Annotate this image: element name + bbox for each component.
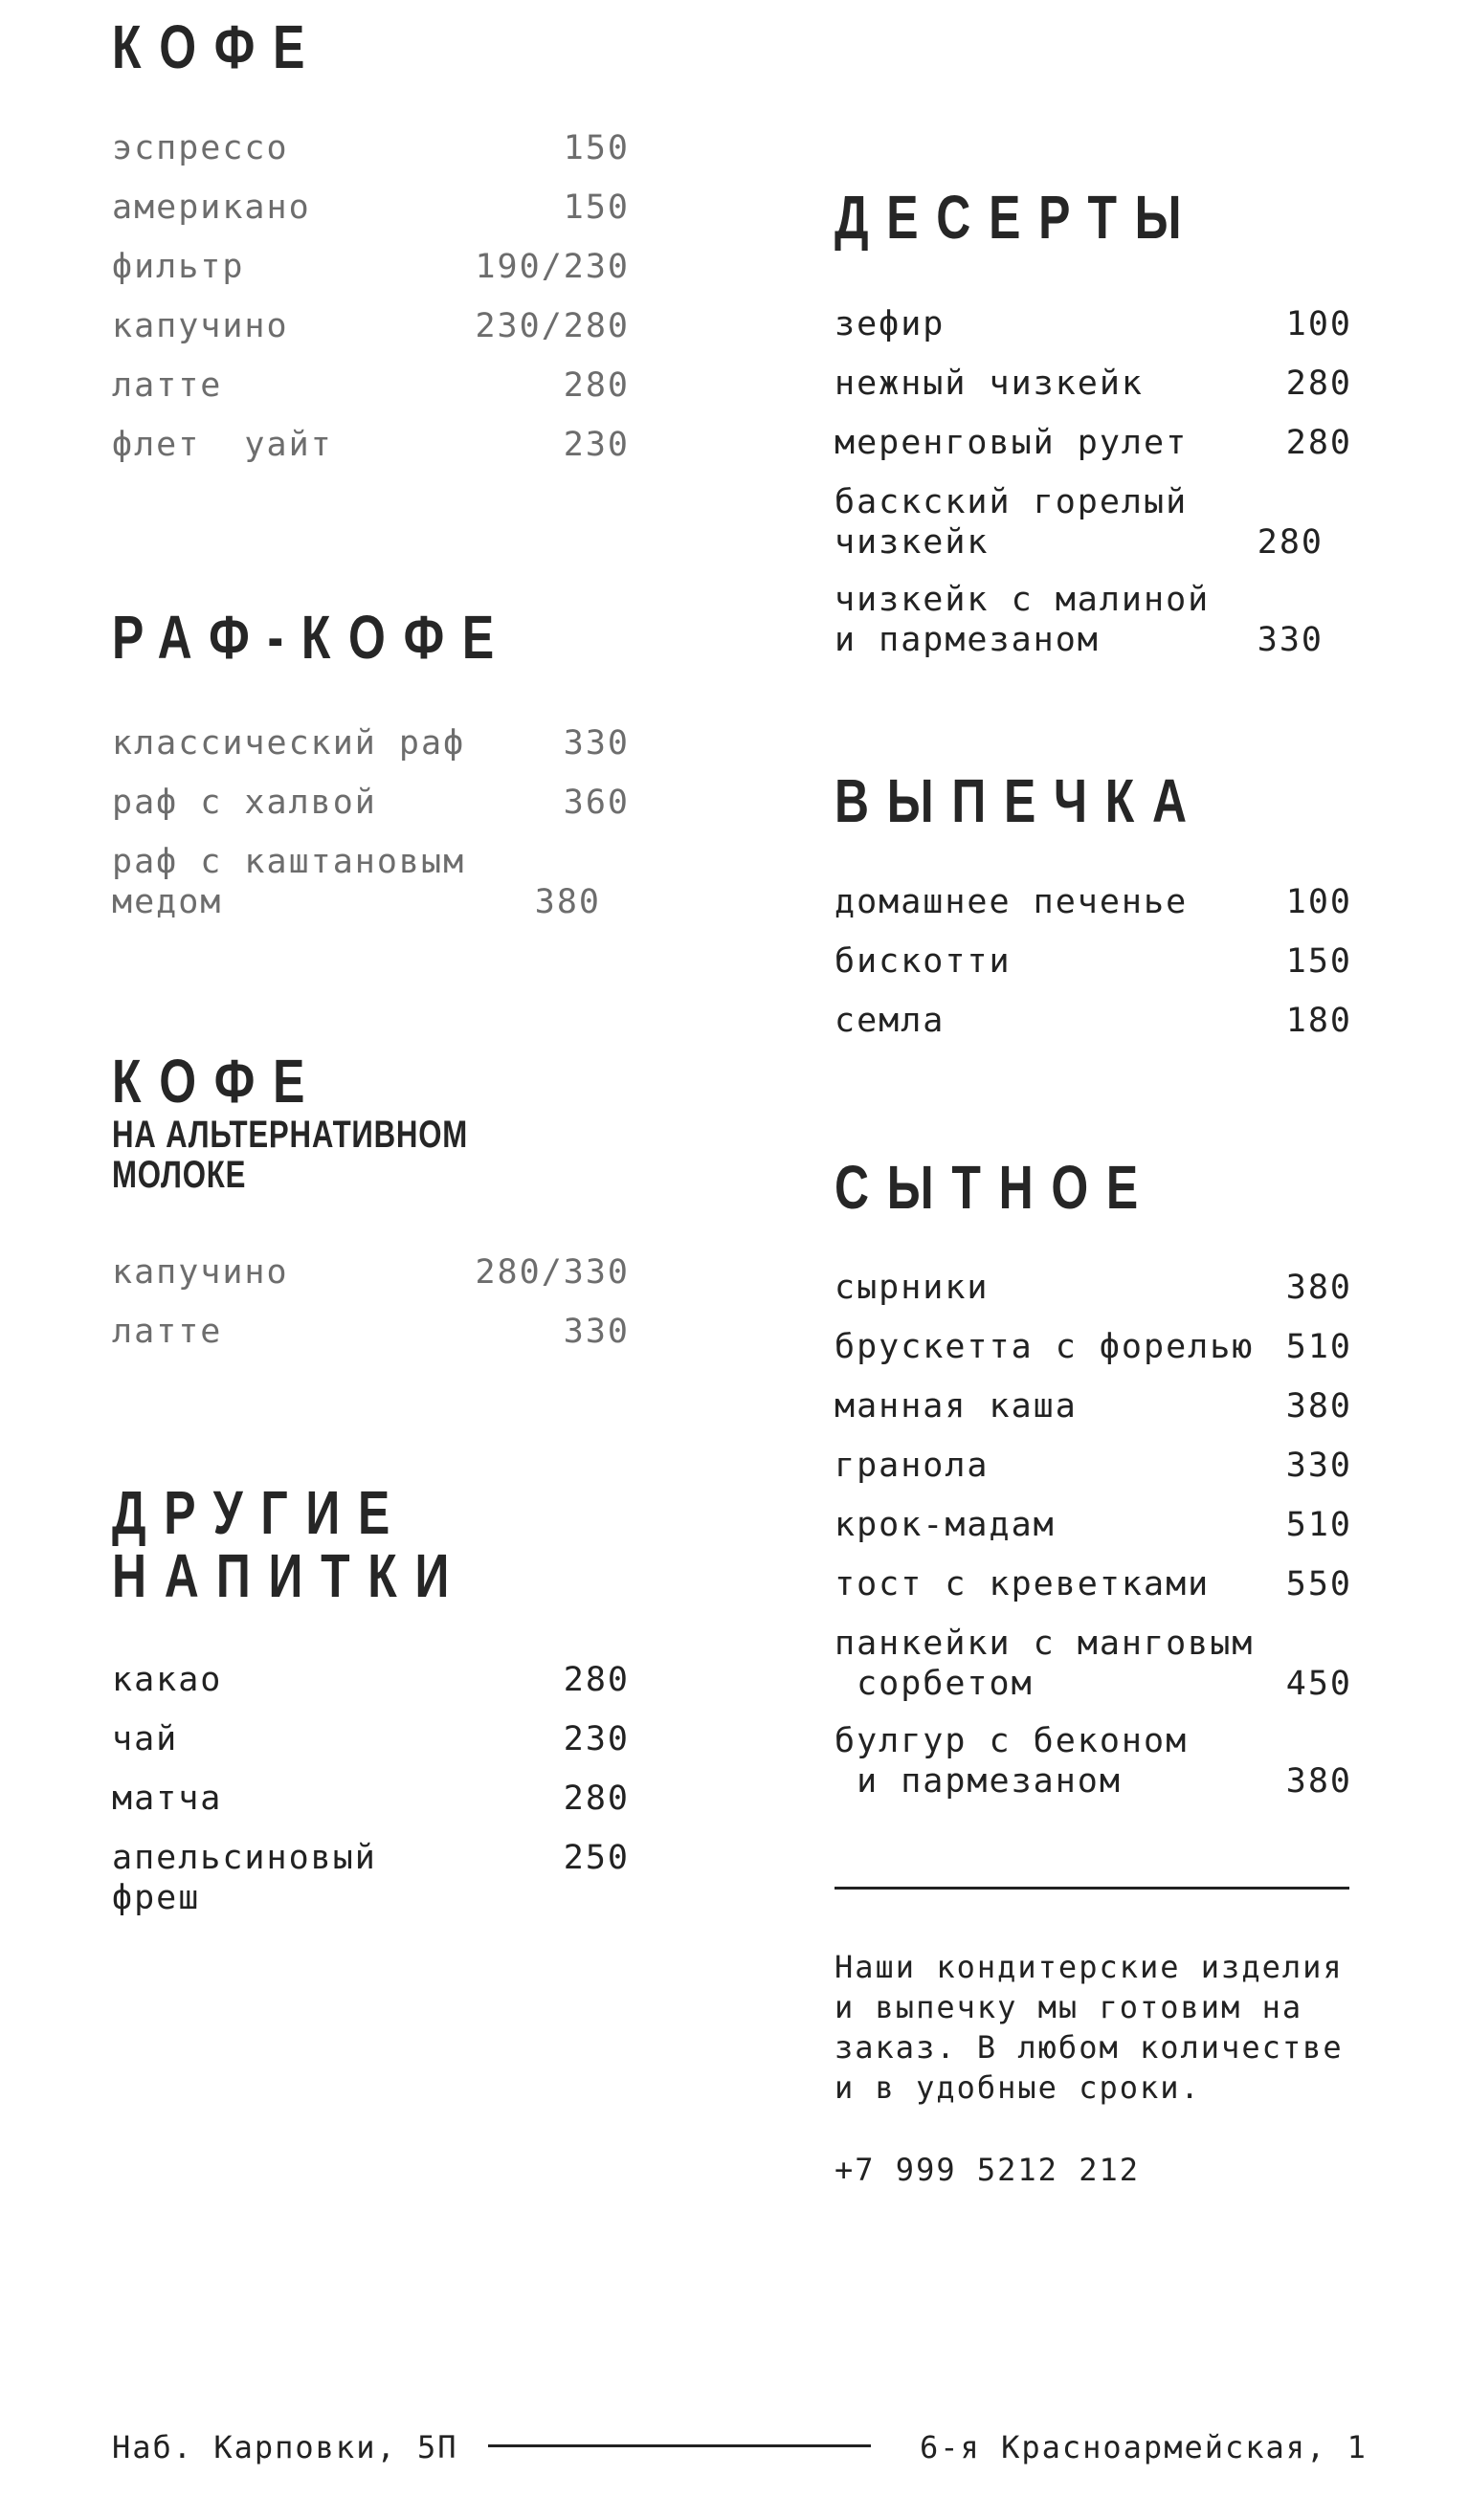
menu-item-price: 250 xyxy=(563,1839,630,1877)
menu-item-price: 150 xyxy=(563,188,630,227)
menu-item xyxy=(112,1779,630,1819)
menu-item-price: 230 xyxy=(563,1720,630,1758)
bakery-heading: ВЫПЕЧКА xyxy=(835,766,1205,835)
coffee-heading: КОФЕ xyxy=(112,12,323,81)
alt-milk-list xyxy=(112,1252,630,1371)
menu-item-price: 280 xyxy=(1285,424,1352,462)
menu-item-price: 230/280 xyxy=(475,307,630,345)
menu-item-name: эспрессо xyxy=(112,129,289,167)
menu-item-name: панкейки с манговым сорбетом xyxy=(835,1625,1255,1703)
coffee-list xyxy=(112,128,630,484)
menu-item-name: меренговый рулет xyxy=(835,424,1189,462)
hearty-heading: СЫТНОЕ xyxy=(835,1153,1156,1222)
menu-item-price: 190/230 xyxy=(475,248,630,286)
menu-item-name: классический раф xyxy=(112,724,466,763)
menu-item-price: 380 xyxy=(1285,1762,1352,1801)
menu-item-name: флет уайт xyxy=(112,426,333,464)
menu-item-price: 280 xyxy=(563,366,630,405)
raf-list xyxy=(112,723,630,939)
menu-item xyxy=(112,1312,630,1352)
alt-milk-subtitle: НА АЛЬТЕРНАТИВНОМ МОЛОКЕ xyxy=(112,1114,469,1196)
menu-item-price: 360 xyxy=(563,784,630,822)
menu-item-price: 280 xyxy=(563,1661,630,1699)
menu-item-name: матча xyxy=(112,1779,223,1818)
menu-item-name: апельсиновый фреш xyxy=(112,1839,377,1917)
menu-item-price: 380 xyxy=(1285,1269,1352,1307)
menu-item xyxy=(112,365,630,406)
menu-item-name: чай xyxy=(112,1720,179,1758)
menu-item xyxy=(835,1505,1352,1545)
menu-item-price: 150 xyxy=(1285,942,1352,981)
menu-item xyxy=(835,482,1352,563)
menu-item xyxy=(112,306,630,346)
menu-item-name: гранола xyxy=(835,1447,990,1485)
menu-item xyxy=(835,1268,1352,1308)
menu-item-name: раф с каштановым медом xyxy=(112,843,466,921)
menu-item-name: баскский горелый чизкейк xyxy=(835,483,1189,562)
menu-item-name: латте xyxy=(112,366,223,405)
other-drinks-list xyxy=(112,1660,630,1935)
menu-item-price: 380 xyxy=(1285,1387,1352,1426)
menu-item xyxy=(112,425,630,465)
menu-item xyxy=(835,1564,1352,1604)
alt-milk-heading: КОФЕ xyxy=(112,1047,323,1116)
note-divider xyxy=(835,1887,1349,1890)
phone-number: +7 999 5212 212 xyxy=(835,2152,1140,2188)
menu-item-name: какао xyxy=(112,1661,223,1699)
menu-item-price: 330 xyxy=(1285,1447,1352,1485)
menu-item-price: 510 xyxy=(1285,1328,1352,1366)
menu-item-price: 330 xyxy=(563,724,630,763)
order-note: Наши кондитерские изделия и выпечку мы готовим на заказ. В любом количестве и в удобные сроки. xyxy=(835,1949,1344,2106)
menu-item xyxy=(835,580,1352,660)
menu-item-name: манная каша xyxy=(835,1387,1078,1426)
menu-item xyxy=(112,723,630,763)
menu-item-name: булгур с беконом и пармезаном xyxy=(835,1722,1189,1801)
menu-item-price: 510 xyxy=(1285,1506,1352,1544)
address-right: 6-я Красноармейская, 1 xyxy=(920,2429,1368,2465)
menu-item xyxy=(835,364,1352,404)
menu-item-name: домашнее печенье xyxy=(835,883,1189,921)
menu-item-name: раф с халвой xyxy=(112,784,377,822)
menu-item-price: 100 xyxy=(1285,305,1352,343)
menu-item xyxy=(835,882,1352,922)
desserts-list xyxy=(835,304,1352,677)
menu-item-price: 280/330 xyxy=(475,1253,630,1292)
menu-item xyxy=(835,304,1352,344)
menu-item-price: 280 xyxy=(1285,365,1352,403)
menu-item xyxy=(835,1446,1352,1486)
hearty-list xyxy=(835,1268,1352,1819)
menu-item-price: 330 xyxy=(1257,621,1324,659)
menu-item-name: сырники xyxy=(835,1269,990,1307)
menu-item-name: американо xyxy=(112,188,311,227)
menu-item-name: нежный чизкейк xyxy=(835,365,1145,403)
menu-item-name: латте xyxy=(112,1313,223,1351)
menu-item xyxy=(835,1001,1352,1041)
menu-item xyxy=(112,1252,630,1293)
menu-item xyxy=(835,941,1352,982)
menu-item-name: бискотти xyxy=(835,942,1012,981)
menu-item xyxy=(835,1327,1352,1367)
menu-item-price: 150 xyxy=(563,129,630,167)
menu-item-price: 280 xyxy=(563,1779,630,1818)
menu-item-price: 100 xyxy=(1285,883,1352,921)
menu-item-name: брускетта с форелью xyxy=(835,1328,1255,1366)
menu-item xyxy=(112,1838,630,1918)
menu-item-name: капучино xyxy=(112,307,289,345)
menu-item-price: 550 xyxy=(1285,1565,1352,1603)
menu-item-name: семла xyxy=(835,1002,946,1040)
menu-item-price: 450 xyxy=(1285,1665,1352,1703)
desserts-heading: ДЕСЕРТЫ xyxy=(835,183,1200,252)
bakery-list xyxy=(835,882,1352,1060)
menu-item xyxy=(112,842,630,922)
raf-heading: РАФ-КОФЕ xyxy=(112,603,512,672)
other-drinks-heading: ДРУГИЕ НАПИТКИ xyxy=(112,1478,468,1610)
menu-item-name: крок-мадам xyxy=(835,1506,1056,1544)
menu-item-price: 230 xyxy=(563,426,630,464)
menu-item-name: зефир xyxy=(835,305,946,343)
menu-item-name: фильтр xyxy=(112,248,245,286)
menu-item-price: 380 xyxy=(534,883,601,921)
menu-item xyxy=(112,128,630,168)
menu-item xyxy=(835,1386,1352,1426)
menu-item xyxy=(835,423,1352,463)
menu-item xyxy=(112,783,630,823)
menu-item-price: 280 xyxy=(1257,523,1324,562)
menu-item xyxy=(112,188,630,228)
footer-divider xyxy=(488,2444,871,2447)
menu-item-name: капучино xyxy=(112,1253,289,1292)
menu-item xyxy=(112,247,630,287)
menu-item-price: 330 xyxy=(563,1313,630,1351)
address-left: Наб. Карповки, 5П xyxy=(112,2429,458,2465)
menu-item xyxy=(112,1719,630,1759)
menu-item-price: 180 xyxy=(1285,1002,1352,1040)
menu-item xyxy=(835,1721,1352,1802)
menu-item xyxy=(835,1624,1352,1704)
menu-item-name: тост с креветками xyxy=(835,1565,1211,1603)
menu-item xyxy=(112,1660,630,1700)
menu-item-name: чизкейк с малиной и пармезаном xyxy=(835,581,1211,659)
